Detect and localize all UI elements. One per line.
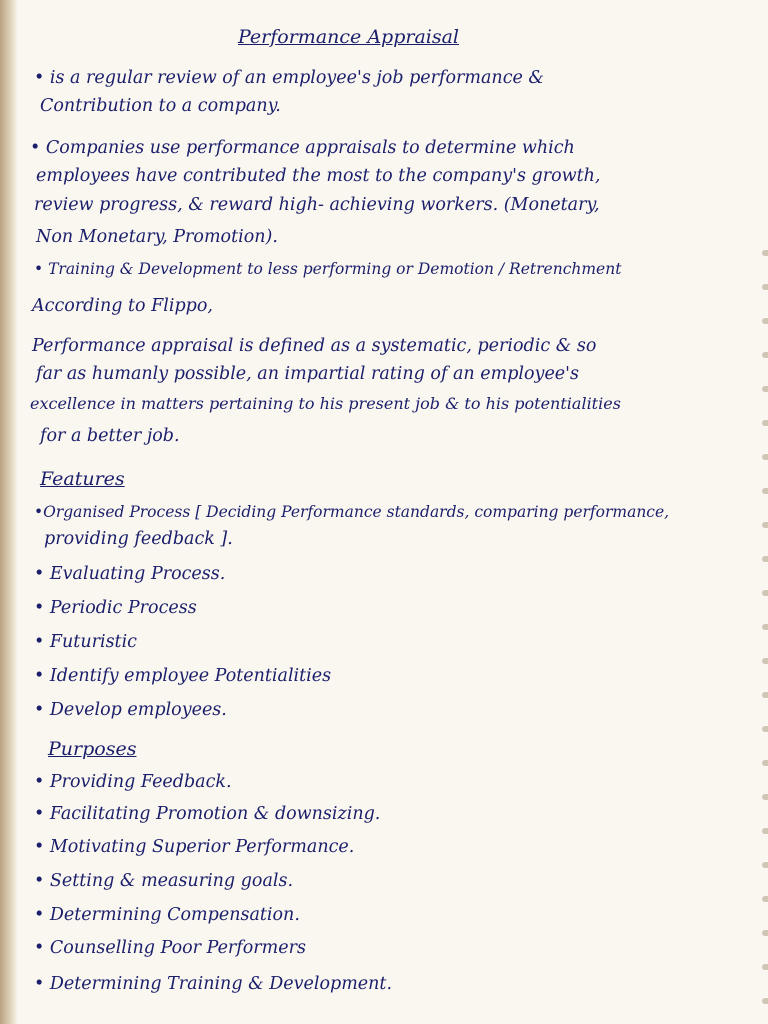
features-item-6: • Develop employees. [34,700,227,720]
flippo-line-1: Performance appraisal is defined as a systematic, periodic & so [32,336,597,356]
page-title: Performance Appraisal [238,26,460,48]
features-item-1-cont: providing feedback ]. [44,529,233,549]
features-item-1: •Organised Process [ Deciding Performance standards, comparing performance, [34,503,670,521]
flippo-line-4: for a better job. [40,426,180,446]
features-item-2: • Evaluating Process. [34,564,226,584]
purposes-item-2: • Facilitating Promotion & downsizing. [34,804,381,824]
intro-line-5: review progress, & reward high- achieving workers. (Monetary, [34,195,600,215]
purposes-item-4: • Setting & measuring goals. [34,871,294,891]
purposes-item-3: • Motivating Superior Performance. [34,837,355,857]
purposes-item-6: • Counselling Poor Performers [34,938,306,958]
intro-line-7: • Training & Development to less performing or Demotion / Retrenchment [34,260,622,278]
intro-line-3: • Companies use performance appraisals to determine which [30,138,575,158]
spiral-binding-holes [756,250,768,1010]
flippo-line-3: excellence in matters pertaining to his present job & to his potentialities [30,394,621,413]
purposes-item-1: • Providing Feedback. [34,772,232,792]
purposes-item-5: • Determining Compensation. [34,905,300,925]
purposes-item-7: • Determining Training & Development. [34,974,393,994]
purposes-heading: Purposes [48,738,137,760]
features-item-4: • Futuristic [34,632,137,652]
intro-line-1: • is a regular review of an employee's job performance & [34,68,544,88]
intro-line-6: Non Monetary, Promotion). [36,227,278,247]
page-edge-shadow [0,0,18,1024]
flippo-heading: According to Flippo, [32,296,213,316]
features-item-3: • Periodic Process [34,598,197,618]
intro-line-4: employees have contributed the most to the company's growth, [36,166,601,186]
features-item-5: • Identify employee Potentialities [34,666,332,686]
features-heading: Features [40,468,125,490]
intro-line-2: Contribution to a company. [40,96,281,116]
flippo-line-2: far as humanly possible, an impartial rating of an employee's [36,364,579,384]
